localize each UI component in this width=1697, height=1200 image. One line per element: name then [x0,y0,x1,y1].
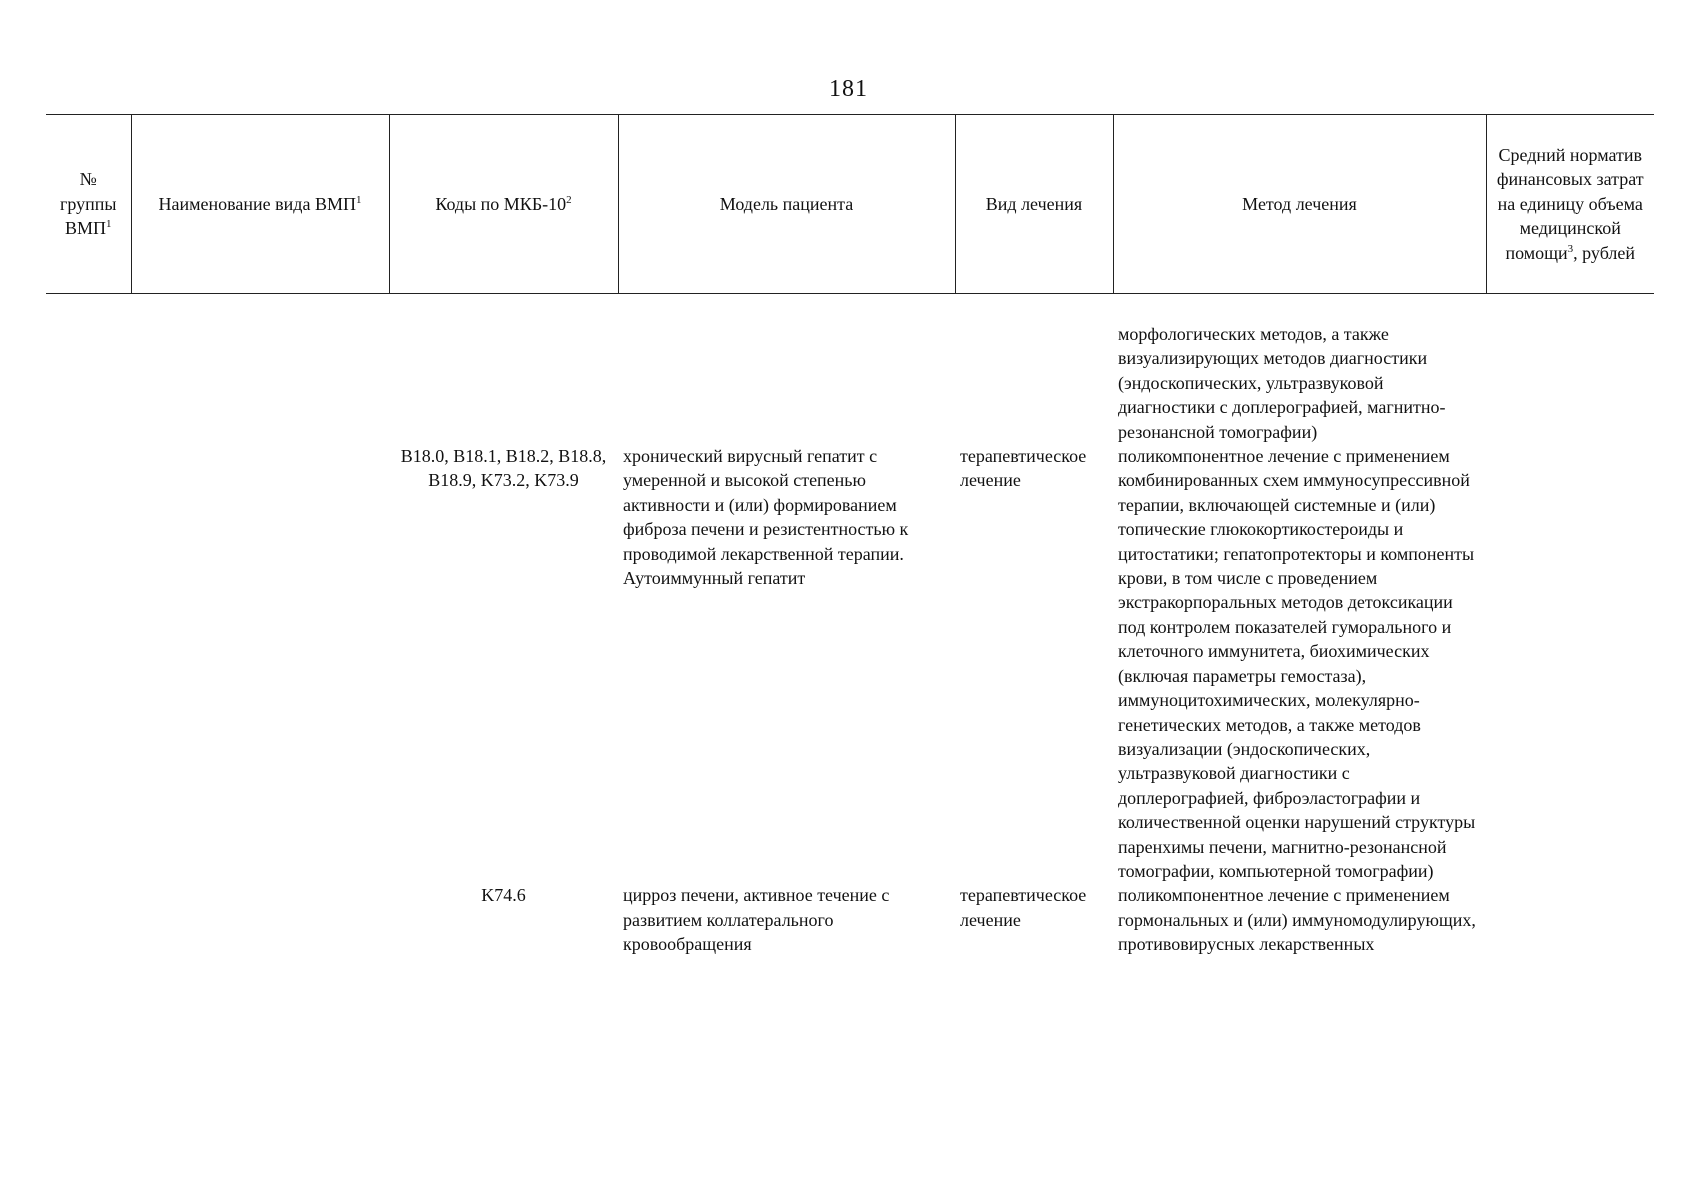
icd-codes-cell [389,322,618,444]
patient-model-cell: хронический вирусный гепатит с умеренной и высокой степенью активности и (или) формированием фиброза печени и резистентностью к проводимой лекарственной терапии. Аутоиммунный гепатит [623,446,909,589]
header-treatment-type: Вид лечения [955,115,1113,294]
table-row [46,444,1654,883]
treatment-type-cell: терапевтическое лечение [960,885,1087,930]
icd-codes-cell: K74.6 [481,885,526,906]
table-header-row [46,115,1654,294]
group-no-cell [46,883,131,956]
avg-cost-cell [1486,444,1654,883]
header-avg-cost: Средний норматив финансовых затрат на единицу объема медицинской помощи$^3$, рублей [1486,115,1654,294]
patient-model-cell [618,322,955,444]
treatment-method-cell: поликомпонентное лечение с применением гормональных и (или) иммуномодулирующих, противовирусных лекарственных [1118,885,1476,955]
vmp-name-cell [131,322,389,444]
table-row [46,322,1654,444]
vmp-table [46,114,1654,957]
group-no-cell [46,322,131,444]
avg-cost-cell [1486,322,1654,444]
treatment-method-cell: морфологических методов, а также визуализирующих методов диагностики (эндоскопических, ультразвуковой диагностики с доплерографией, магнитно-резонансной томографии) [1118,324,1446,442]
vmp-name-cell [131,444,389,883]
patient-model-cell: цирроз печени, активное течение с развитием коллатерального кровообращения [623,885,890,955]
header-treatment-method: Метод лечения [1113,115,1486,294]
header-vmp-name: Наименование вида ВМП$^1$ [131,115,389,294]
vmp-name-cell [131,883,389,956]
avg-cost-cell [1486,883,1654,956]
page-number: 181 [829,76,868,102]
header-icd-codes: Коды по МКБ-$10^2$ [389,115,618,294]
treatment-method-cell: поликомпонентное лечение с применением комбинированных схем иммуносупрессивной терапии, включающей системные и (или) топические глюкокортикостероиды и цитостатики; гепатопротекторы и компоненты крови, в том числе с проведением экстракорпоральных методов детоксикации под контролем показателей гуморального и клеточного иммунитета, биохимических (включая параметры гемостаза), иммуноцитохимических, молекулярно-генетических методов, а также методов визуализации (эндоскопических, ультразвуковой диагностики с доплерографией, фиброэластографии и количественной оценки нарушений структуры паренхимы печени, магнитно-резонансной томографии, компьютерной томографии) [1118,446,1476,881]
header-patient-model: Модель пациента [618,115,955,294]
group-no-cell [46,444,131,883]
treatment-type-cell: терапевтическое лечение [960,446,1087,491]
treatment-type-cell [955,322,1113,444]
icd-codes-cell: B18.0, B18.1, B18.2, B18.8, B18.9, K73.2, K73.9 [400,446,607,491]
table-row [46,883,1654,956]
header-group-no: № группы ВМП$^1$ [46,115,131,294]
